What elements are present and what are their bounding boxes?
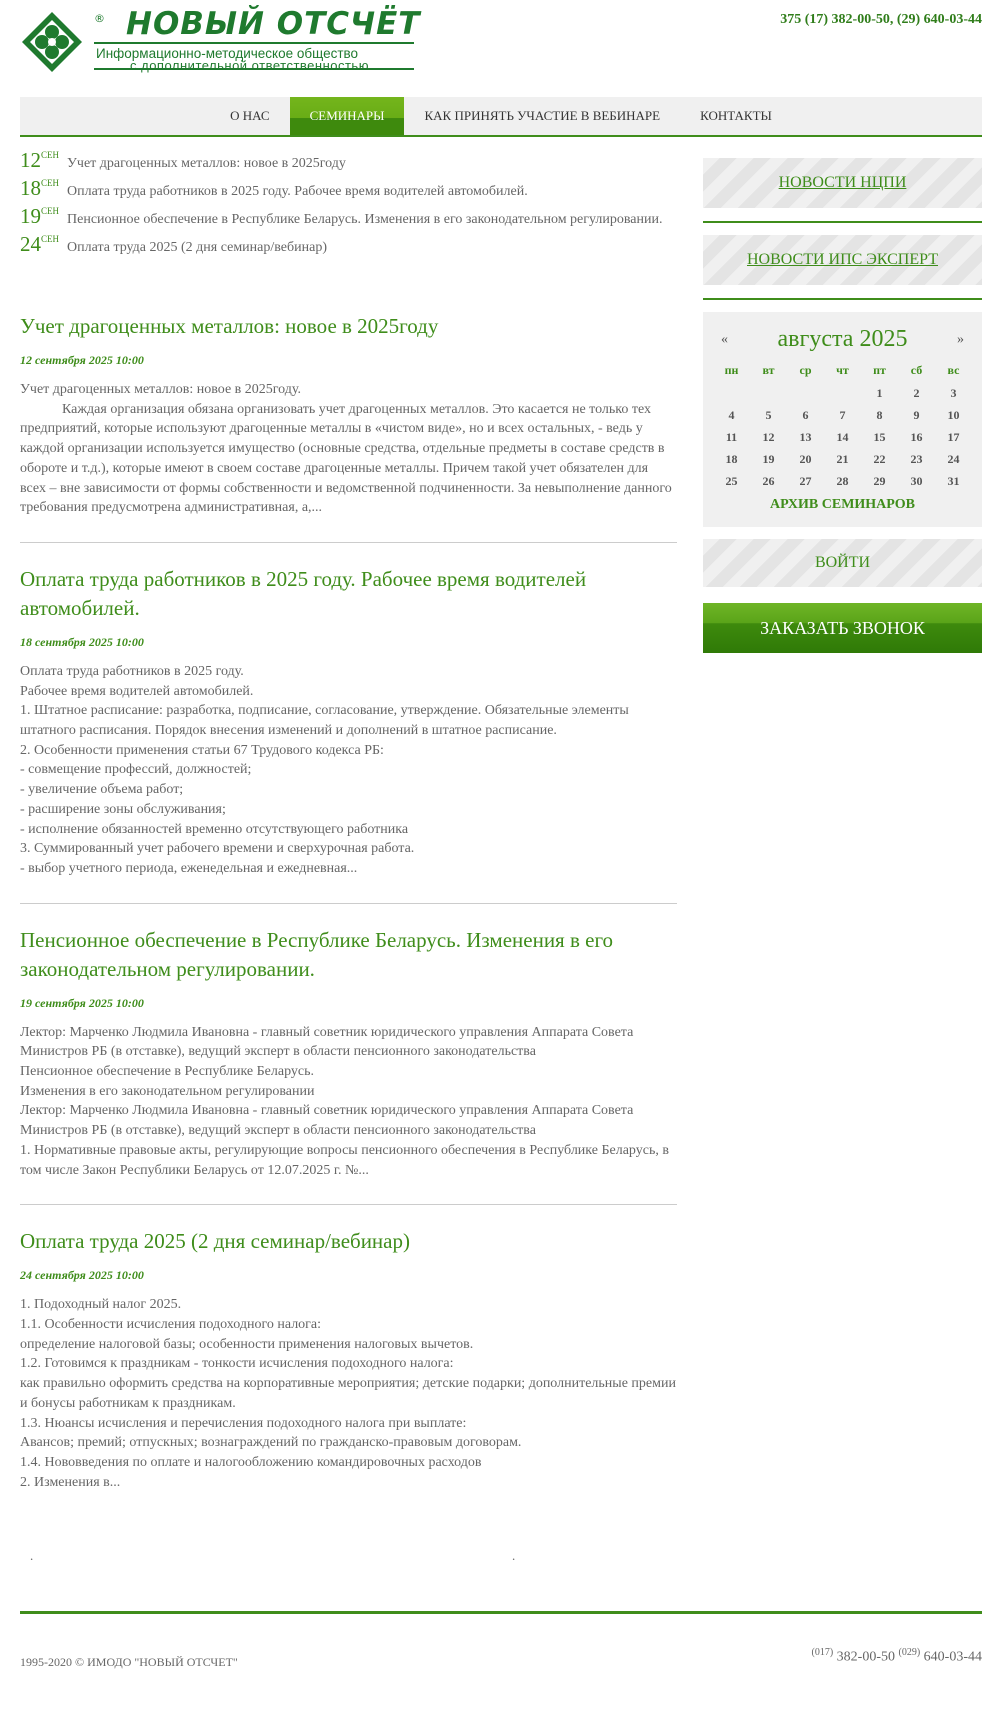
upcoming-month: СЕН xyxy=(41,206,59,216)
article-line: Учет драгоценных металлов: новое в 2025году. xyxy=(20,382,301,397)
calendar-day[interactable]: 14 xyxy=(836,430,849,444)
upcoming-title[interactable]: Пенсионное обеспечение в Республике Беларусь. Изменения в его законодательном регулировании. xyxy=(67,212,663,227)
sidebar xyxy=(703,158,982,653)
calendar-day[interactable]: 22 xyxy=(873,452,886,466)
calendar-day[interactable]: 18 xyxy=(725,452,738,466)
calendar-day[interactable]: 3 xyxy=(950,386,957,400)
article-line: - увеличение объема работ; xyxy=(20,782,184,798)
calendar-day[interactable]: 27 xyxy=(799,474,812,488)
calendar-header xyxy=(713,326,972,353)
calendar-day[interactable]: 17 xyxy=(947,430,960,444)
upcoming-item[interactable] xyxy=(20,232,677,260)
footer-phone2-code: (029) xyxy=(898,1647,921,1658)
article-body xyxy=(20,1295,677,1492)
nav-seminars[interactable]: СЕМИНАРЫ xyxy=(290,97,405,135)
article-line: 1.2. Готовимся к праздникам - тонкости исчисления подоходного налога: xyxy=(20,1356,454,1372)
article-line: 1. Подоходный налог 2025. xyxy=(20,1297,182,1313)
article-line: Изменения в его законодательном регулировании xyxy=(20,1083,315,1099)
seminar-archive-link[interactable]: АРХИВ СЕМИНАРОВ xyxy=(769,497,915,512)
header xyxy=(20,8,982,78)
seminar-article xyxy=(20,565,677,904)
calendar-grid xyxy=(713,363,972,493)
calendar-day[interactable]: 19 xyxy=(762,452,775,466)
article-line: Авансов; премий; отпускных; вознаграждений по гражданско-правовым договорам. xyxy=(20,1435,522,1451)
calendar-month-title: августа 2025 xyxy=(777,326,908,352)
article-line: 1. Штатное расписание: разработка, подписание, согласование, утверждение. Обязательные элементы штатного расписания. Порядок внесения изменений и дополнений в штатное расписание. xyxy=(20,703,629,739)
calendar-day[interactable]: 5 xyxy=(765,408,772,422)
calendar-day[interactable]: 6 xyxy=(802,408,809,422)
article-date: 18 сентября 2025 10:00 xyxy=(20,634,144,649)
copyright: 1995-2020 © ИМОДО "НОВЫЙ ОТСЧЕТ" xyxy=(20,1655,238,1669)
article-line: Лектор: Марченко Людмила Ивановна - главный советник юридического управления Аппарата Совета Министров РБ (в отставке), ведущий эксперт в области пенсионного законодательства xyxy=(20,1103,634,1139)
upcoming-item[interactable] xyxy=(20,176,677,204)
calendar-day[interactable]: 10 xyxy=(947,408,960,422)
seminar-article xyxy=(20,312,677,543)
article-line: Оплата труда работников в 2025 году. xyxy=(20,663,244,679)
order-call-button[interactable]: ЗАКАЗАТЬ ЗВОНОК xyxy=(703,603,982,653)
article-line: 2. Особенности применения статьи 67 Трудового кодекса РБ: xyxy=(20,742,384,758)
calendar-day[interactable]: 2 xyxy=(913,386,920,400)
seminar-article xyxy=(20,926,677,1206)
article-line: 1.4. Нововведения по оплате и налогообложению командировочных расходов xyxy=(20,1454,482,1470)
article-line: - совмещение профессий, должностей; xyxy=(20,762,252,778)
article-title[interactable]: Оплата труда 2025 (2 дня семинар/вебинар) xyxy=(20,1229,410,1254)
calendar-empty-cell xyxy=(713,383,750,405)
calendar-empty-cell xyxy=(750,383,787,405)
calendar-day[interactable]: 21 xyxy=(836,452,849,466)
calendar-day[interactable]: 28 xyxy=(836,474,849,488)
calendar-day[interactable]: 13 xyxy=(799,430,812,444)
article-line: 1.3. Нюансы исчисления и перечисления подоходного налога при выплате: xyxy=(20,1415,467,1431)
divider xyxy=(703,298,982,300)
article-line: - исполнение обязанностей временно отсутствующего работника xyxy=(20,821,409,837)
calendar-prev-button[interactable]: « xyxy=(721,331,728,347)
divider xyxy=(703,221,982,223)
registered-mark: ® xyxy=(94,12,105,25)
main-content xyxy=(20,148,677,1538)
footer-phone1-code: (017) xyxy=(811,1647,834,1658)
upcoming-day: 19 xyxy=(20,204,41,228)
upcoming-day: 18 xyxy=(20,176,41,200)
upcoming-day: 12 xyxy=(20,148,41,172)
calendar-weekday: вт xyxy=(762,363,775,377)
calendar-empty-cell xyxy=(824,383,861,405)
article-line: 2. Изменения в... xyxy=(20,1474,121,1490)
calendar-empty-cell xyxy=(787,383,824,405)
calendar-day[interactable]: 30 xyxy=(910,474,923,488)
main-nav xyxy=(20,97,982,137)
logo-tagline-1: Информационно-методическое общество xyxy=(96,46,359,61)
article-title[interactable]: Пенсионное обеспечение в Республике Беларусь. Изменения в его законодательном регулировании. xyxy=(20,927,614,981)
calendar-day[interactable]: 20 xyxy=(799,452,812,466)
calendar-weekday: сб xyxy=(910,363,923,377)
upcoming-month: СЕН xyxy=(41,150,59,160)
article-line: как правильно оформить средства на корпоративные мероприятия; детские подарки; дополнительные премии и бонусы работникам к праздникам. xyxy=(20,1376,676,1411)
calendar-day[interactable]: 26 xyxy=(762,474,775,488)
calendar-weekday: пт xyxy=(873,363,886,377)
upcoming-title[interactable]: Оплата труда работников в 2025 году. Рабочее время водителей автомобилей. xyxy=(67,184,528,199)
upcoming-item[interactable] xyxy=(20,204,677,232)
article-line: Рабочее время водителей автомобилей. xyxy=(20,683,254,699)
calendar-day[interactable]: 23 xyxy=(910,452,923,466)
upcoming-title[interactable]: Учет драгоценных металлов: новое в 2025году xyxy=(67,156,346,171)
calendar-weekday: ср xyxy=(799,363,812,377)
calendar-weekday: чт xyxy=(836,363,849,377)
article-line: 1.1. Особенности исчисления подоходного налога: xyxy=(20,1316,322,1332)
upcoming-day: 24 xyxy=(20,232,41,256)
article-body xyxy=(20,1023,677,1181)
article-date: 12 сентября 2025 10:00 xyxy=(20,353,144,367)
article-line: 1. Нормативные правовые акты, регулирующие вопросы пенсионного обеспечения в Республике Беларусь, в том числе Закон Республики Беларусь от 12.07.2025 г. №... xyxy=(20,1142,669,1178)
calendar-day[interactable]: 8 xyxy=(876,408,883,422)
news-ips-expert-link[interactable]: НОВОСТИ ИПС ЭКСПЕРТ xyxy=(703,235,982,285)
calendar-next-button[interactable]: » xyxy=(956,331,964,347)
article-body xyxy=(20,380,677,518)
article-title[interactable]: Оплата труда работников в 2025 году. Рабочее время водителей автомобилей. xyxy=(20,566,587,620)
calendar-day[interactable]: 16 xyxy=(910,430,923,444)
calendar-day[interactable]: 11 xyxy=(725,430,738,444)
upcoming-month: СЕН xyxy=(41,178,59,188)
article-body xyxy=(20,662,677,879)
upcoming-seminars-list xyxy=(20,148,677,260)
upcoming-month: СЕН xyxy=(41,234,59,244)
article-line: - расширение зоны обслуживания; xyxy=(20,801,226,817)
article-line: определение налоговой базы; особенности применения налоговых вычетов. xyxy=(20,1336,474,1352)
calendar-day[interactable]: 4 xyxy=(728,408,735,422)
calendar-day[interactable]: 24 xyxy=(947,452,960,466)
footer-phone2: 640-03-44 xyxy=(923,1649,982,1665)
calendar-weekday: пн xyxy=(724,363,739,377)
upcoming-title[interactable]: Оплата труда 2025 (2 дня семинар/вебинар) xyxy=(67,240,327,255)
footer-divider xyxy=(20,1611,982,1614)
calendar-day[interactable]: 15 xyxy=(873,430,886,444)
calendar-day[interactable]: 29 xyxy=(873,474,886,488)
footer-dot: . xyxy=(512,1548,516,1563)
header-phones: 375 (17) 382-00-50, (29) 640-03-44 xyxy=(780,12,982,27)
footer-phone1: 382-00-50 xyxy=(836,1649,895,1665)
calendar-day[interactable]: 9 xyxy=(913,408,920,422)
nav-about[interactable]: О НАС xyxy=(230,108,270,123)
upcoming-item[interactable] xyxy=(20,148,677,176)
article-line: - выбор учетного периода, еженедельная и ежедневная... xyxy=(20,860,358,876)
calendar-day[interactable]: 12 xyxy=(762,430,775,444)
article-title[interactable]: Учет драгоценных металлов: новое в 2025году xyxy=(20,314,439,338)
calendar-weekday: вс xyxy=(947,363,960,377)
article-line: Каждая организация обязана организовать учет драгоценных металлов. Это касается не только тех предприятий, которые используют драгоценные металлы в «чистом виде», но и всех остальных, - ведь у каждой организации используется имущество (основные средства, отдельные предметы в составе средств в обороте и т.д.), которые имеют в своем составе драгоценные металлы. Причем такой учет обязателен для всех – вне зависимости от формы собственности и ведомственной подчиненности. За невыполнение данного требования предусмотрена административная, а,... xyxy=(20,401,672,516)
article-date: 24 сентября 2025 10:00 xyxy=(20,1268,144,1283)
seminar-calendar xyxy=(703,312,982,527)
calendar-day[interactable]: 7 xyxy=(839,408,846,422)
login-button[interactable]: ВОЙТИ xyxy=(703,539,982,587)
footer-phones xyxy=(812,1647,983,1666)
seminar-article xyxy=(20,1227,677,1516)
article-line: Пенсионное обеспечение в Республике Беларусь. xyxy=(20,1064,314,1080)
logo-tagline-2: с дополнительной ответственностью xyxy=(130,58,369,73)
calendar-day[interactable]: 1 xyxy=(876,386,883,400)
article-line: Лектор: Марченко Людмила Ивановна - главный советник юридического управления Аппарата Совета Министров РБ (в отставке), ведущий эксперт в области пенсионного законодательства xyxy=(20,1024,634,1060)
footer-dot: . xyxy=(30,1548,34,1563)
article-date: 19 сентября 2025 10:00 xyxy=(20,995,144,1010)
news-npi-link[interactable]: НОВОСТИ НЦПИ xyxy=(703,158,982,208)
company-logo[interactable] xyxy=(20,8,420,78)
article-line: 3. Суммированный учет рабочего времени и сверхурочная работа. xyxy=(20,841,415,857)
calendar-day[interactable]: 31 xyxy=(947,474,960,488)
nav-contacts[interactable]: КОНТАКТЫ xyxy=(700,108,772,123)
calendar-day[interactable]: 25 xyxy=(725,474,738,488)
nav-how-to-join-webinar[interactable]: КАК ПРИНЯТЬ УЧАСТИЕ В ВЕБИНАРЕ xyxy=(424,108,661,123)
logo-name: НОВЫЙ ОТСЧЁТ xyxy=(126,6,421,42)
